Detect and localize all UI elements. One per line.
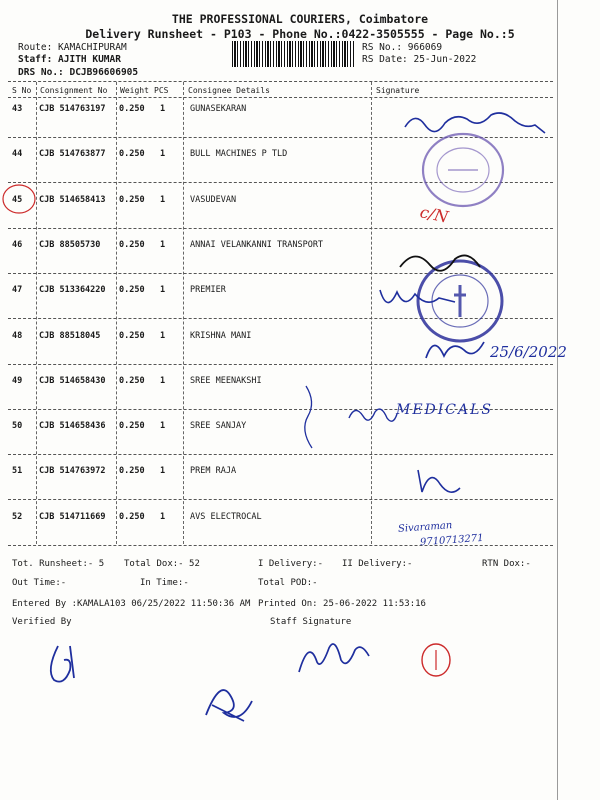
row-sno: 52 xyxy=(12,512,23,522)
row-consignee: AVS ELECTROCAL xyxy=(190,512,262,522)
col-pcs: PCS xyxy=(154,86,169,95)
tamil-signature-49 xyxy=(345,400,400,430)
row-sno: 44 xyxy=(12,149,23,159)
col-weight: Weight xyxy=(120,86,149,95)
in-time: In Time:- xyxy=(140,578,189,588)
row-weight: 0.250 xyxy=(119,466,145,476)
col-divider xyxy=(116,82,117,544)
cn-mark: c/N xyxy=(418,202,451,227)
rs-number: RS No.: 966069 xyxy=(362,42,443,53)
bracket-mark-49-50 xyxy=(298,382,328,452)
row-consignment-no: CJB 514658430 xyxy=(39,376,106,386)
drs-number: DRS No.: DCJB96606905 xyxy=(18,67,139,78)
row-divider xyxy=(8,454,553,455)
staff-signature-scribble xyxy=(295,632,375,682)
receiver-name-52: Sivaraman xyxy=(397,520,453,535)
signature-51 xyxy=(410,462,470,507)
row-sno: 47 xyxy=(12,285,23,295)
row-pcs: 1 xyxy=(160,285,166,295)
rtn-dox: RTN Dox:- xyxy=(482,559,531,569)
col-consignment: Consignment No xyxy=(40,86,108,95)
row-consignment-no: CJB 88505730 xyxy=(39,240,101,250)
row-consignment-no: CJB 88518045 xyxy=(39,331,101,341)
rs-date: RS Date: 25-Jun-2022 xyxy=(362,54,477,65)
entered-by: Entered By :KAMALA103 06/25/2022 11:50:36 AM xyxy=(12,599,251,609)
total-pod: Total POD:- xyxy=(258,578,318,588)
row-pcs: 1 xyxy=(160,376,166,386)
row-divider xyxy=(8,228,553,229)
row-sno: 48 xyxy=(12,331,23,341)
table-top-rule xyxy=(8,81,553,82)
signature-43 xyxy=(395,105,555,145)
row-consignment-no: CJB 514763972 xyxy=(39,466,106,476)
staff-signature-label: Staff Signature xyxy=(270,617,352,627)
row-weight: 0.250 xyxy=(119,104,145,114)
row-consignee: VASUDEVAN xyxy=(190,195,237,205)
verifier-signature-2 xyxy=(200,675,260,730)
row-consignment-no: CJB 514658436 xyxy=(39,421,106,431)
row-sno: 49 xyxy=(12,376,23,386)
row-weight: 0.250 xyxy=(119,512,145,522)
col-divider xyxy=(371,82,372,544)
row-45-circle-mark xyxy=(0,180,40,220)
barcode xyxy=(232,41,354,67)
row-weight: 0.250 xyxy=(119,331,145,341)
row-divider xyxy=(8,545,553,546)
row-sno: 50 xyxy=(12,421,23,431)
col-divider xyxy=(36,82,37,544)
row-sno: 43 xyxy=(12,104,23,114)
delivery-date-48: 25/6/2022 xyxy=(490,343,567,361)
runsheet-subtitle: Delivery Runsheet - P103 - Phone No.:0422-3505555 - Page No.:5 xyxy=(85,27,515,41)
tot-runsheet: Tot. Runsheet:- 5 xyxy=(12,559,105,569)
signature-47 xyxy=(375,280,465,320)
row-pcs: 1 xyxy=(160,421,166,431)
i-delivery: I Delivery:- xyxy=(258,559,324,569)
row-consignee: BULL MACHINES P TLD xyxy=(190,149,288,159)
row-weight: 0.250 xyxy=(119,195,145,205)
col-divider xyxy=(183,82,184,544)
row-consignee: ANNAI VELANKANNI TRANSPORT xyxy=(190,240,324,250)
row-pcs: 1 xyxy=(160,104,166,114)
row-weight: 0.250 xyxy=(119,149,145,159)
row-pcs: 1 xyxy=(160,466,166,476)
total-dox: Total Dox:- 52 xyxy=(124,559,200,569)
staff-label: Staff: AJITH KUMAR xyxy=(18,54,121,65)
row-consignment-no: CJB 514763877 xyxy=(39,149,106,159)
row-consignee: SREE MEENAKSHI xyxy=(190,376,262,386)
row-consignee: KRISHNA MANI xyxy=(190,331,252,341)
row-consignee: SREE SANJAY xyxy=(190,421,247,431)
row-consignee: PREMIER xyxy=(190,285,226,295)
verified-by: Verified By xyxy=(12,617,72,627)
row-pcs: 1 xyxy=(160,512,166,522)
row-weight: 0.250 xyxy=(119,240,145,250)
row-sno: 51 xyxy=(12,466,23,476)
row-weight: 0.250 xyxy=(119,376,145,386)
verifier-signature xyxy=(40,640,90,690)
row-pcs: 1 xyxy=(160,149,166,159)
col-consignee: Consignee Details xyxy=(188,86,270,95)
row-consignee: PREM RAJA xyxy=(190,466,237,476)
medicals-note: MEDICALS xyxy=(396,402,494,418)
row-consignment-no: CJB 514711669 xyxy=(39,512,106,522)
row-sno: 45 xyxy=(12,195,23,205)
row-weight: 0.250 xyxy=(119,421,145,431)
signature-48 xyxy=(420,330,490,370)
row-weight: 0.250 xyxy=(119,285,145,295)
page-edge xyxy=(557,0,558,800)
row-divider xyxy=(8,499,553,500)
company-title: THE PROFESSIONAL COURIERS, Coimbatore xyxy=(171,12,429,26)
receiver-phone-52: 9710713271 xyxy=(419,532,484,549)
ii-delivery: II Delivery:- xyxy=(342,559,413,569)
col-sno: S No xyxy=(12,86,32,95)
printed-on: Printed On: 25-06-2022 11:53:16 xyxy=(258,599,426,609)
row-consignment-no: CJB 513364220 xyxy=(39,285,106,295)
route-label: Route: KAMACHIPURAM xyxy=(18,42,127,53)
row-pcs: 1 xyxy=(160,331,166,341)
row-pcs: 1 xyxy=(160,195,166,205)
row-pcs: 1 xyxy=(160,240,166,250)
red-circle-mark xyxy=(418,640,454,680)
out-time: Out Time:- xyxy=(12,578,67,588)
col-signature: Signature xyxy=(376,86,420,95)
row-consignment-no: CJB 514658413 xyxy=(39,195,106,205)
row-consignment-no: CJB 514763197 xyxy=(39,104,106,114)
header-rule xyxy=(8,97,553,98)
row-sno: 46 xyxy=(12,240,23,250)
row-consignee: GUNASEKARAN xyxy=(190,104,247,114)
